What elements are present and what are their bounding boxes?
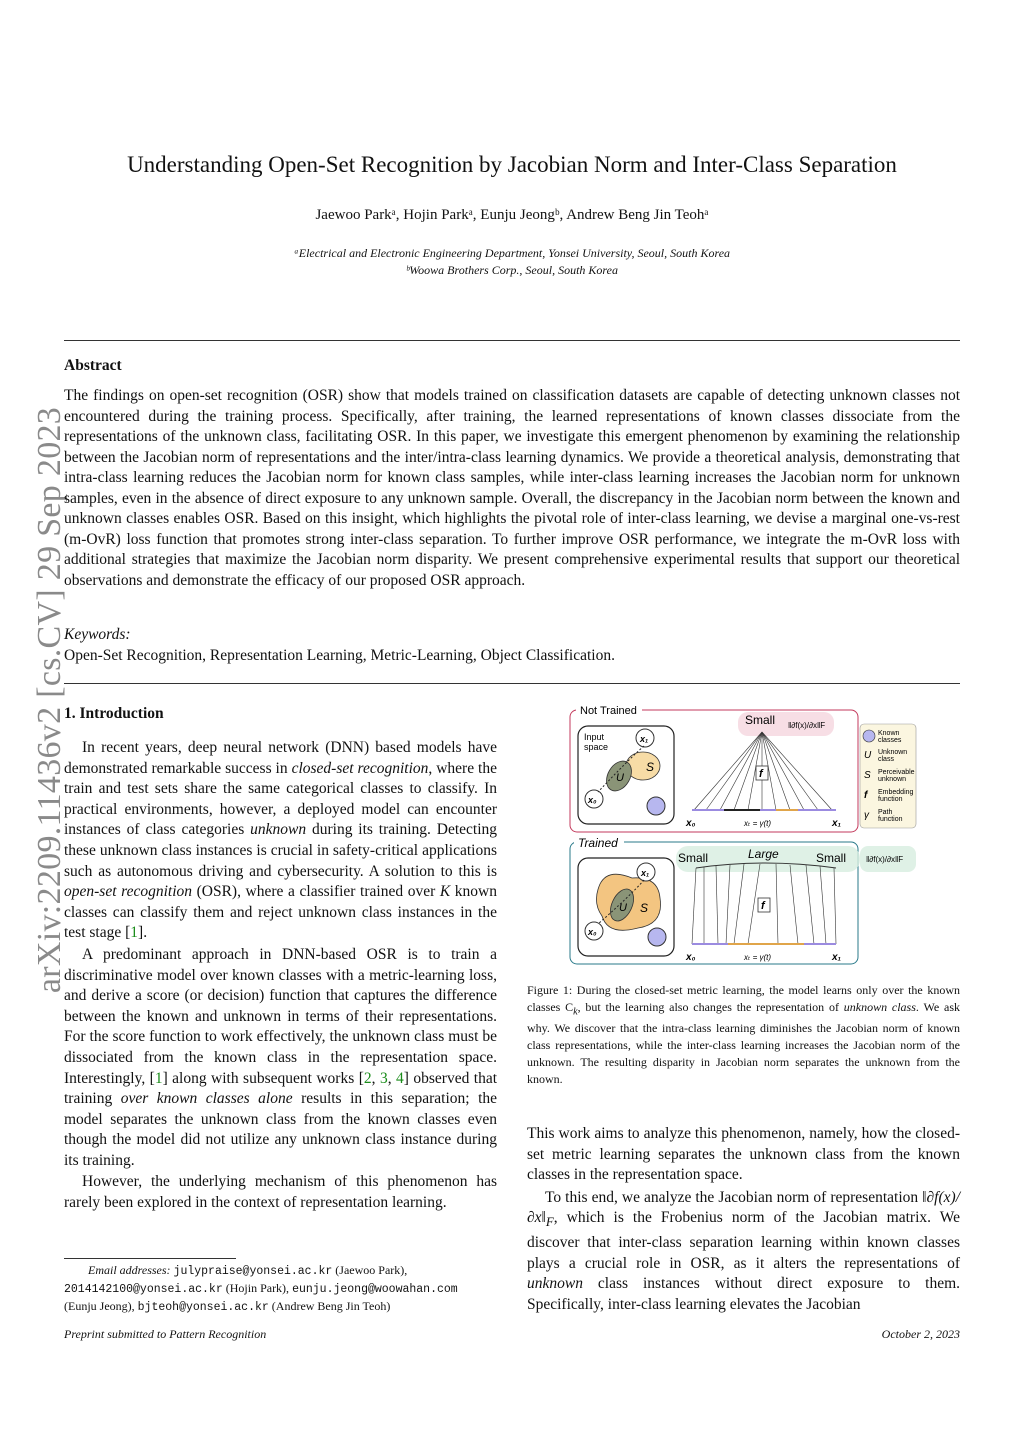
small-label: Small — [745, 713, 776, 727]
arxiv-stamp: arXiv:2209.11436v2 [cs.CV] 29 Sep 2023 — [31, 406, 68, 994]
svg-text:f: f — [864, 790, 868, 801]
right-column — [527, 1124, 960, 1315]
svg-text:U: U — [864, 750, 872, 761]
svg-text:Path: Path — [878, 809, 893, 816]
small-label: Small — [816, 851, 847, 865]
email-link[interactable]: 2014142100@yonsei.ac.kr — [64, 1283, 223, 1296]
svg-text:xₜ = γ(t): xₜ = γ(t) — [744, 819, 772, 828]
svg-text:‖∂f(x)/∂x‖F: ‖∂f(x)/∂x‖F — [866, 855, 904, 864]
svg-text:unknown: unknown — [878, 776, 907, 783]
intro-paragraph-4: This work aims to analyze this phenomenon, namely, how the closed-set metric learning separates the unknown class from the known classes in the representation space. — [527, 1125, 960, 1184]
svg-text:S: S — [646, 760, 655, 774]
keywords-text: Open-Set Recognition, Representation Learning, Metric-Learning, Object Classification. — [64, 647, 615, 664]
figure-1 — [568, 700, 918, 966]
affiliation-b: ᵇWoowa Brothers Corp., Seoul, South Korea — [406, 263, 618, 277]
intro-paragraph-1: In recent years, deep neural network (DNN) based models have demonstrated remarkable success in closed-set recognition, where the train and test sets share the same categorical classes to classify. In practical environments, however, a deployed model can encounter instances of class categories unknown during its training. Detecting these unknown class instances is crucial in safety-critical applications such as autonomous driving and cybersecurity. A solution to this is open-set recognition (OSR), where a classifier trained over K known classes can classify them and reject unknown class instances in the test stage [1]. — [64, 739, 498, 942]
email-footnote: Email addresses: julypraise@yonsei.ac.kr (Jaewoo Park), 2014142100@yonsei.ac.kr (Hojin Park), eunju.jeong@woowahan.com (Eunju Jeong), bjteoh@yonsei.ac.kr (Andrew Beng Jin Teoh) — [64, 1263, 458, 1314]
svg-text:xₜ = γ(t): xₜ = γ(t) — [744, 953, 772, 962]
citation-link[interactable]: 2 — [363, 1069, 372, 1087]
known-class-circle — [648, 928, 666, 946]
known-class-circle — [647, 797, 665, 815]
jacobian-norm-label: ‖∂f(x)/∂x‖F — [788, 721, 826, 730]
large-label: Large — [748, 847, 779, 861]
svg-text:function: function — [878, 816, 903, 823]
intro-paragraph-3: However, the underlying mechanism of this phenomenon has rarely been explored in the context of representation learning. — [64, 1173, 497, 1212]
input-space-label: Input — [584, 732, 605, 742]
abstract-heading: Abstract — [64, 357, 122, 374]
trained-label: Trained — [578, 836, 618, 850]
top-divider — [64, 340, 960, 341]
section-heading-introduction: 1. Introduction — [64, 705, 164, 722]
email-link[interactable]: bjteoh@yonsei.ac.kr — [137, 1301, 269, 1314]
svg-text:Unknown: Unknown — [878, 749, 908, 756]
email-link[interactable]: julypraise@yonsei.ac.kr — [173, 1265, 333, 1278]
svg-text:space: space — [584, 742, 609, 752]
abstract-text: The findings on open-set recognition (OSR) show that models trained on classification datasets are capable of detecting unknown classes not encountered during the training process. Specifically, after training, the learned representations of known classes dissociate from the representations of the unknown class, facilitating OSR. In this paper, we investigate this emergent phenomenon by examining the relationship between the Jacobian norm of representations and the inter/intra-class learning dynamics. We provide a theoretical analysis, demonstrating that intra-class learning reduces the Jacobian norm for known class samples, while inter-class learning increases the Jacobian norm for unknown samples, even in the absence of direct exposure to any unknown sample. Overall, the discrepancy in the Jacobian norm between the known and unknown classes enables OSR. Based on this insight, which highlights the pivotal role of inter-class learning, we devise a marginal one-vs-rest (m-OvR) loss function that promotes strong inter-class separation. To further improve OSR performance, we integrate the m-OvR loss with additional strategies that maximize the Jacobian norm disparity. We present comprehensive experimental results that support our theoretical observations and demonstrate the efficacy of our proposed OSR approach. — [64, 387, 960, 589]
left-column — [64, 738, 497, 1214]
svg-text:function: function — [878, 796, 903, 803]
svg-text:Perceivable: Perceivable — [878, 769, 915, 776]
footer-submission: Preprint submitted to Pattern Recognition — [64, 1327, 267, 1341]
svg-text:x₁: x₁ — [641, 868, 650, 878]
svg-text:S: S — [864, 770, 871, 781]
figure-1-caption: Figure 1: During the closed-set metric learning, the model learns only over the known classes $C_k$, but the learning also changes the representation of unknown class. We ask why. We discover that the intra-class learning diminishes the Jacobian norm of known class representations, while the inter-class learning increases the Jacobian norm of the unknown. The resulting disparity in Jacobian norm separates the unknown from the known. — [527, 983, 960, 1087]
abstract-divider — [64, 683, 960, 684]
author-list: Jaewoo Parkᵃ, Hojin Parkᵃ, Eunju Jeongᵇ, Andrew Beng Jin Teohᵃ — [315, 207, 709, 223]
svg-text:S: S — [640, 901, 649, 915]
citation-link[interactable]: 3 — [379, 1069, 388, 1087]
svg-text:classes: classes — [878, 737, 902, 744]
svg-text:U: U — [616, 772, 624, 784]
email-link[interactable]: eunju.jeong@woowahan.com — [292, 1283, 458, 1296]
not-trained-label: Not Trained — [580, 705, 637, 717]
citation-link[interactable]: 1 — [154, 1069, 163, 1087]
svg-text:Embedding: Embedding — [878, 789, 914, 796]
svg-text:class: class — [878, 756, 894, 763]
svg-text:Known: Known — [878, 730, 900, 737]
keywords-label: Keywords: — [64, 626, 131, 643]
citation-link[interactable]: 1 — [130, 924, 139, 942]
svg-text:x₀: x₀ — [686, 952, 696, 963]
svg-text:f: f — [761, 900, 765, 912]
small-label: Small — [678, 851, 709, 865]
intro-paragraph-5: To this end, we analyze the Jacobian norm of representation $‖\partial f(x)/\partial x‖_F$, which is the Frobenius norm of the Jacobian matrix. We discover that inter-class separation learning within known classes plays a crucial role in OSR, as it alters the representations of unknown class instances without direct exposure to them. Specifically, inter-class learning elevates the Jacobian — [527, 1188, 960, 1313]
footnote-divider — [64, 1258, 236, 1259]
citation-link[interactable]: 4 — [396, 1069, 404, 1087]
svg-text:x₀: x₀ — [686, 818, 696, 829]
svg-text:x₁: x₁ — [640, 734, 649, 744]
affiliation-a: ᵃElectrical and Electronic Engineering Department, Yonsei University, Seoul, South Korea — [293, 246, 731, 260]
footer-date: October 2, 2023 — [881, 1327, 960, 1341]
svg-text:U: U — [619, 902, 627, 914]
svg-text:x₁: x₁ — [832, 818, 842, 829]
paper-title: Understanding Open-Set Recognition by Jacobian Norm and Inter-Class Separation — [127, 152, 897, 177]
svg-text:x₀: x₀ — [588, 927, 597, 937]
svg-text:γ: γ — [864, 810, 869, 821]
svg-text:x₁: x₁ — [832, 952, 842, 963]
intro-paragraph-2: A predominant approach in DNN-based OSR is to train a discriminative model over known classes with a metric-learning loss, and derive a score (or decision) function that captures the difference between the known and unknown in terms of their representations. For the score function to work effectively, the unknown class must be dissociated from the known class in the representation space. Interestingly, [1] along with subsequent works [2, 3, 4] observed that training over known classes alone results in this separation; the model separates the unknown class from the known classes even though the model did not utilize any unknown class instance during its training. — [64, 945, 498, 1169]
svg-text:f: f — [759, 768, 763, 780]
svg-text:x₀: x₀ — [588, 795, 597, 805]
